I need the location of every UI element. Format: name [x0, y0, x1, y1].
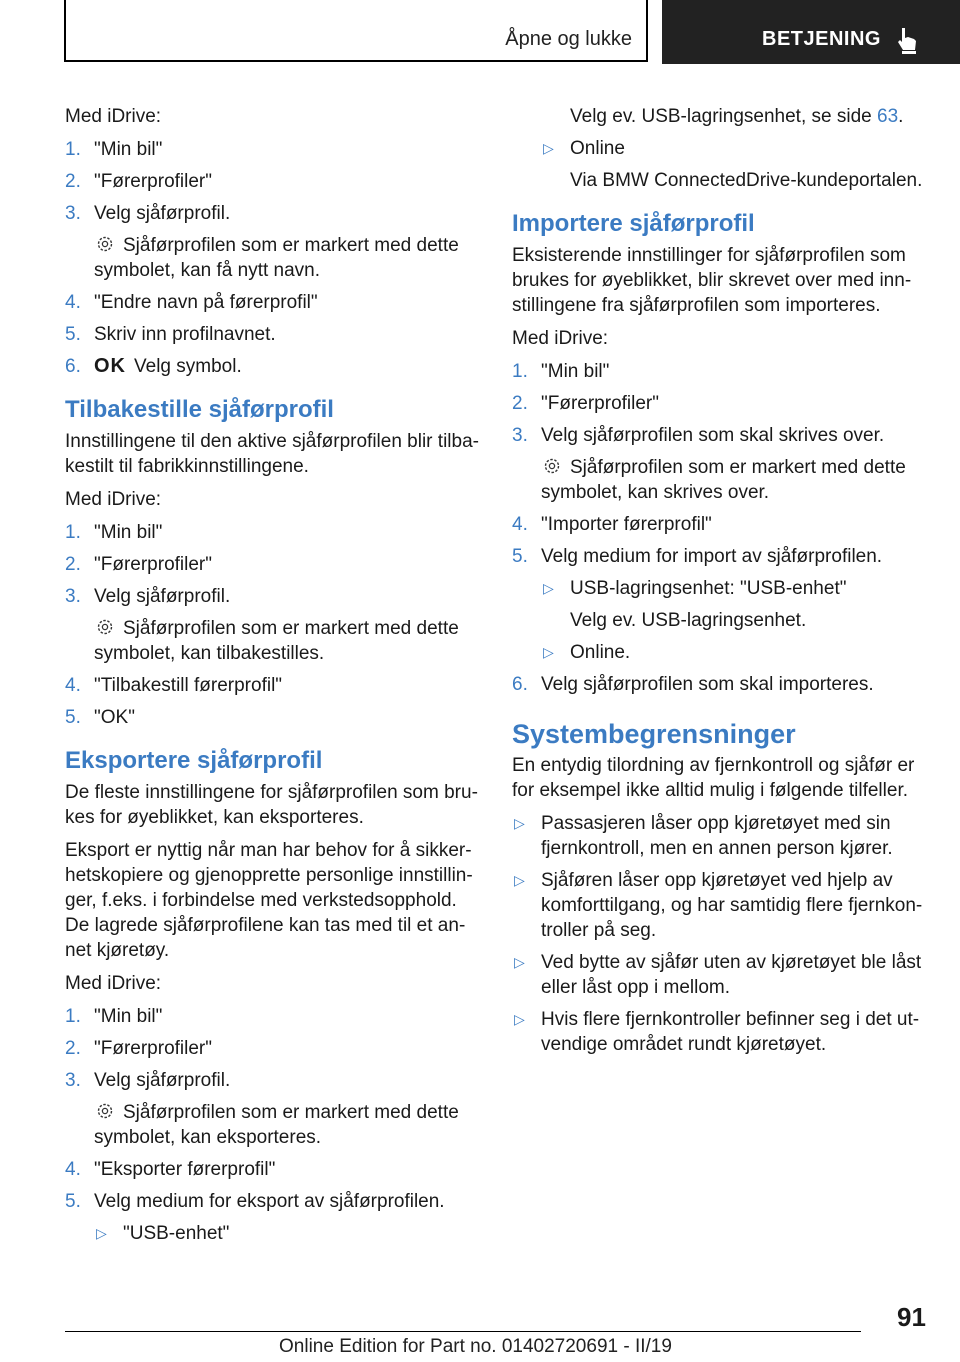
footer-divider	[65, 1331, 861, 1332]
reset-steps	[65, 520, 485, 730]
bullet-item: ▷ USB-lagringsenhet: "USB-enhet"	[543, 578, 847, 599]
gear-icon	[95, 617, 115, 637]
list-item: 2. "Førerprofiler"	[65, 1038, 212, 1059]
list-item: 5. Velg medium for eksport av sjåførprofilen.	[65, 1191, 445, 1212]
triangle-bullet-icon: ▷	[96, 1225, 107, 1241]
export-paragraph-2: Eksport er nyttig når man har behov for å sikkerhetskopiere og gjenopprette personlige innstillinger, f.eks. i forbindelse med verkstedsopphold. De lagrede sjåførprofilene kan tas med til et annet kjøretøy.	[65, 840, 473, 961]
triangle-bullet-icon: ▷	[514, 1011, 525, 1027]
list-item: 2. "Førerprofiler"	[65, 171, 212, 192]
list-item: 4. "Eksporter førerprofil"	[65, 1159, 276, 1180]
triangle-bullet-icon: ▷	[514, 815, 525, 831]
import-intro: Med iDrive:	[512, 328, 609, 349]
rename-steps	[65, 137, 485, 379]
triangle-bullet-icon: ▷	[514, 954, 525, 970]
list-item: 6. OK Velg symbol.	[65, 355, 242, 377]
limits-bullets	[512, 811, 932, 1057]
bullet-item: ▷ Online	[543, 138, 625, 159]
page-link[interactable]: 63	[877, 106, 899, 127]
note: Sjåførprofilen som er markert med dette symbolet, kan skrives over.	[541, 457, 906, 503]
list-item: 5. Skriv inn profilnavnet.	[65, 324, 276, 345]
bullet-item: ▷ Online.	[543, 642, 631, 663]
triangle-bullet-icon: ▷	[543, 644, 554, 660]
ok-icon: OK	[94, 355, 126, 377]
limits-paragraph: En entydig tilordning av fjernkontroll og sjåfør er for eksempel ikke alltid mulig i følgende tilfeller.	[512, 755, 915, 801]
bullet-item: ▷ Hvis flere fjernkontroller befinner seg i det utvendige området rundt kjøretøyet.	[514, 1009, 920, 1055]
list-item: 3. Velg sjåførprofilen som skal skrives over.	[512, 425, 885, 446]
import-steps	[512, 359, 932, 697]
list-item: 5. Velg medium for import av sjåførprofilen.	[512, 546, 883, 567]
heading-reset: Tilbakestille sjåførprofil	[65, 396, 334, 423]
list-item: 3. Velg sjåførprofil.	[65, 203, 231, 224]
list-item: 1. "Min bil"	[65, 522, 163, 543]
list-item: 5. "OK"	[65, 707, 135, 728]
footer-edition: Online Edition for Part no. 01402720691 - II/19	[279, 1336, 672, 1357]
triangle-bullet-icon: ▷	[514, 872, 525, 888]
list-item: 4. "Importer førerprofil"	[512, 514, 712, 535]
list-item: 1. "Min bil"	[65, 1006, 163, 1027]
note: Sjåførprofilen som er markert med dette symbolet, kan tilbakestilles.	[94, 618, 459, 664]
export-intro: Med iDrive:	[65, 973, 162, 994]
list-item: 2. "Førerprofiler"	[512, 393, 659, 414]
page-number: 91	[897, 1302, 926, 1332]
hand-pointer-icon	[894, 26, 920, 54]
online-detail: Via BMW ConnectedDrive-kundeportalen.	[570, 170, 923, 191]
note: Sjåførprofilen som er markert med dette symbolet, kan få nytt navn.	[94, 235, 459, 281]
note: Sjåførprofilen som er markert med dette symbolet, kan eksporteres.	[94, 1102, 459, 1148]
bullet-item: ▷ Sjåføren låser opp kjøretøyet ved hjelp av komforttilgang, og har samtidig flere fjernkontroller på seg.	[514, 870, 923, 941]
export-steps	[65, 1004, 485, 1246]
heading-import: Importere sjåførprofil	[512, 210, 755, 237]
import-paragraph: Eksisterende innstillinger for sjåførprofilen som brukes for øyeblikket, blir skrevet over med innstillingene fra sjåførprofilen som importeres.	[512, 245, 912, 316]
list-item: 1. "Min bil"	[65, 139, 163, 160]
intro-text: Med iDrive:	[65, 106, 162, 127]
bullet-item: ▷ "USB-enhet"	[96, 1223, 230, 1244]
gear-icon	[95, 1101, 115, 1121]
heading-limits: Systembegrensninger	[512, 719, 796, 749]
reset-paragraph: Innstillingene til den aktive sjåførprofilen blir tilbakestilt til fabrikkinnstillingene.	[65, 431, 479, 477]
triangle-bullet-icon: ▷	[543, 140, 554, 156]
list-item: 3. Velg sjåførprofil.	[65, 586, 231, 607]
list-item: 4. "Endre navn på førerprofil"	[65, 292, 318, 313]
header-section-title: Åpne og lukke	[505, 28, 632, 50]
list-item: 3. Velg sjåførprofil.	[65, 1070, 231, 1091]
usb-detail: Velg ev. USB-lagringsenhet.	[570, 610, 807, 631]
reset-intro: Med iDrive:	[65, 489, 162, 510]
list-item: 4. "Tilbakestill førerprofil"	[65, 675, 283, 696]
header-chapter-title: BETJENING	[762, 28, 881, 50]
triangle-bullet-icon: ▷	[543, 580, 554, 596]
export-paragraph-1: De fleste innstillingene for sjåførprofilen som brukes for øyeblikket, kan eksporteres.	[65, 782, 478, 828]
gear-icon	[542, 456, 562, 476]
left-column	[65, 104, 485, 1254]
right-column	[512, 104, 932, 1064]
list-item: 1. "Min bil"	[512, 361, 610, 382]
list-item: 2. "Førerprofiler"	[65, 554, 212, 575]
list-item: 6. Velg sjåførprofilen som skal importeres.	[512, 674, 874, 695]
heading-export: Eksportere sjåførprofil	[65, 747, 323, 774]
bullet-item: ▷ Passasjeren låser opp kjøretøyet med sin fjernkontroll, men en annen person kjører.	[514, 813, 893, 859]
usb-continuation: Velg ev. USB-lagringsenhet, se side 63.	[570, 106, 904, 127]
header-section-box	[64, 0, 648, 62]
gear-icon	[95, 234, 115, 254]
bullet-item: ▷ Ved bytte av sjåfør uten av kjøretøyet ble låst eller låst opp i mellom.	[514, 952, 922, 998]
header-chapter-box	[662, 0, 960, 64]
